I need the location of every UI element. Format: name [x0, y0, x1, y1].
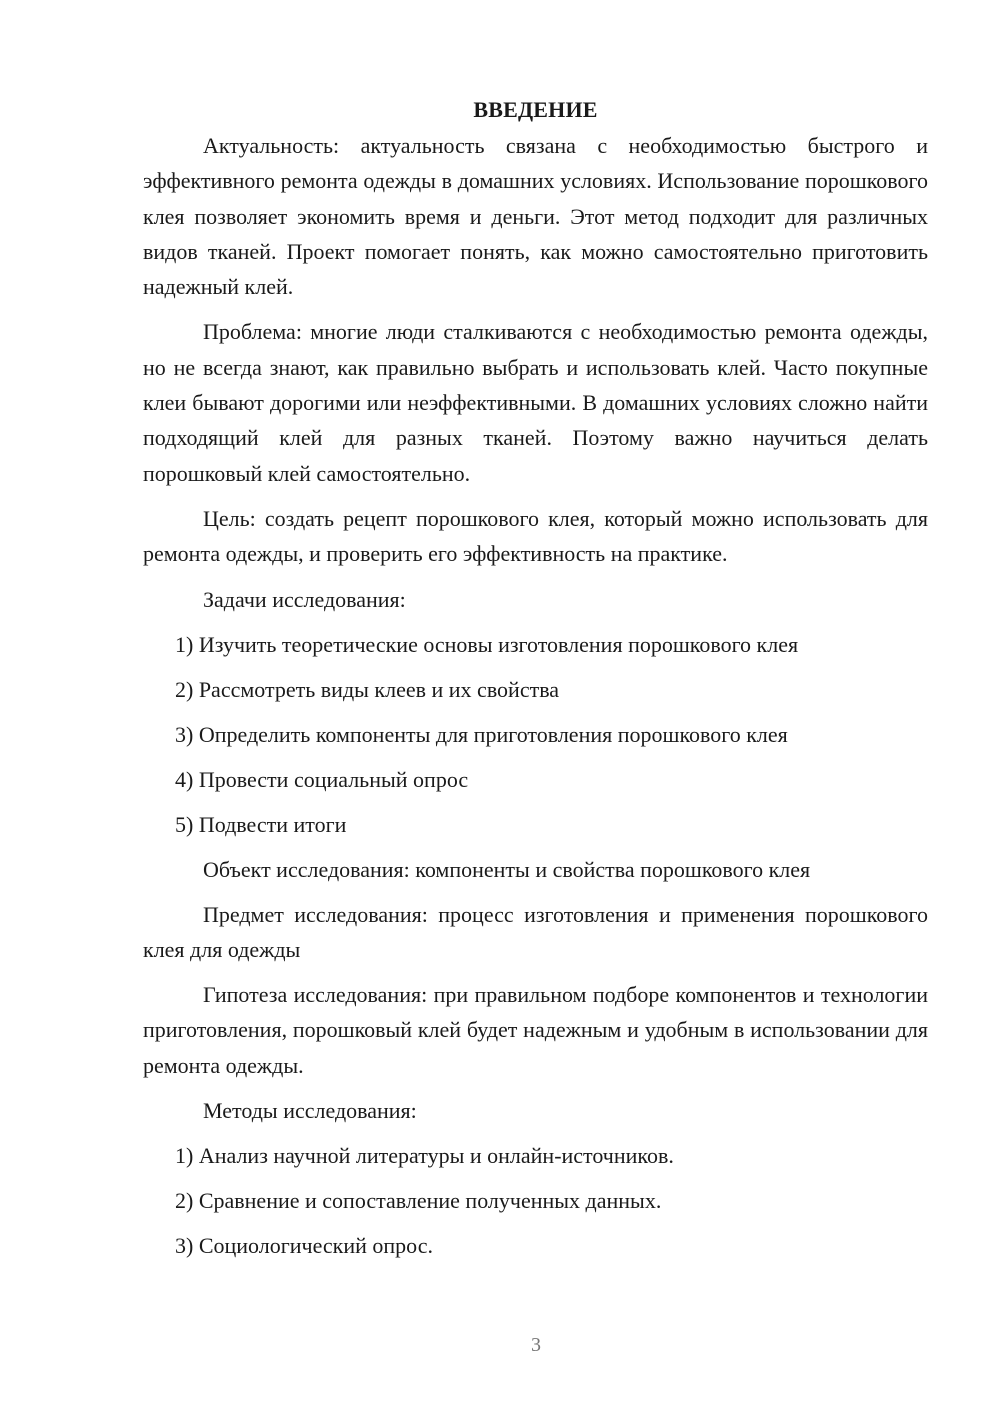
list-item: 3) Определить компоненты для приготовления порошкового клея	[175, 721, 788, 747]
tasks-list	[143, 627, 928, 842]
list-item: 3) Социологический опрос.	[175, 1233, 433, 1259]
page-content	[143, 94, 928, 1273]
list-item: 1) Изучить теоретические основы изготовления порошкового клея	[175, 631, 799, 657]
page-number: 3	[531, 1334, 541, 1356]
subject-paragraph: Предмет исследования: процесс изготовления и применения порошкового клея для одежды	[143, 901, 928, 962]
relevance-paragraph: Актуальность: актуальность связана с необходимостью быстрого и эффективного ремонта одежды в домашних условиях. Использование порошкового клея позволяет экономить время и деньги. Этот метод подходит для различных видов тканей. Проект помогает понять, как можно самостоятельно приготовить надежный клей.	[143, 133, 928, 300]
page-title: ВВЕДЕНИЕ	[473, 97, 598, 122]
list-item: 4) Провести социальный опрос	[175, 766, 469, 792]
methods-list	[143, 1138, 928, 1263]
list-item: 1) Анализ научной литературы и онлайн-источников.	[175, 1143, 674, 1169]
list-item: 5) Подвести итоги	[175, 811, 347, 837]
list-item: 2) Рассмотреть виды клеев и их свойства	[175, 676, 560, 702]
goal-paragraph: Цель: создать рецепт порошкового клея, который можно использовать для ремонта одежды, и проверить его эффективность на практике.	[143, 505, 928, 567]
problem-paragraph: Проблема: многие люди сталкиваются с необходимостью ремонта одежды, но не всегда знают, как правильно выбрать и использовать клей. Часто покупные клеи бывают дорогими или неэффективными. В домашних условиях сложно найти подходящий клей для разных тканей. Поэтому важно научиться делать порошковый клей самостоятельно.	[143, 319, 928, 486]
list-item: 2) Сравнение и сопоставление полученных данных.	[175, 1188, 662, 1214]
tasks-heading: Задачи исследования:	[203, 586, 406, 612]
object-line: Объект исследования: компоненты и свойства порошкового клея	[203, 856, 811, 882]
methods-heading: Методы исследования:	[203, 1098, 417, 1124]
hypothesis-paragraph: Гипотеза исследования: при правильном подборе компонентов и технологии приготовления, порошковый клей будет надежным и удобным в использовании для ремонта одежды.	[143, 982, 928, 1078]
